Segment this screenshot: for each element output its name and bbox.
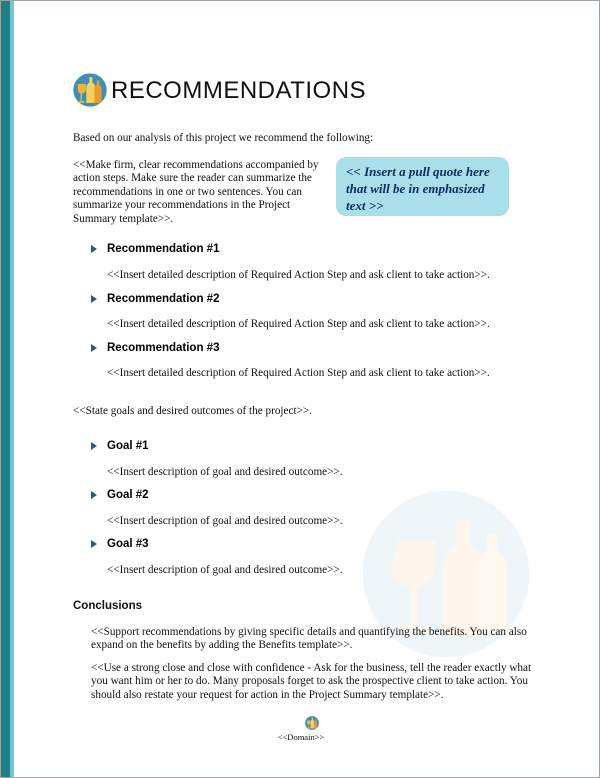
- recommendation-heading-2: [91, 293, 219, 305]
- conclusions-line: you want him or her to do. Many proposals forget to ask the prospective client to take action. You: [91, 675, 528, 688]
- instruction-line: <<Make firm, clear recommendations accompanied by: [73, 159, 319, 171]
- conclusions-line: <<Support recommendations by giving specific details and quantifying the benefits. You can also: [91, 626, 527, 638]
- pull-quote-box: [336, 157, 509, 216]
- goal-description-3: <<Insert description of goal and desired outcome>>.: [107, 564, 343, 576]
- recommendation-label: Recommendation #1: [107, 243, 220, 255]
- page-title: RECOMMENDATIONS: [111, 77, 367, 104]
- instruction-line: Summary template>>.: [73, 212, 174, 225]
- pull-quote-text: << Insert a pull quote here that will be in emphasized text >>: [346, 164, 490, 213]
- goals-intro: <<State goals and desired outcomes of the project>>.: [73, 405, 312, 417]
- recommendation-description-1: <<Insert detailed description of Required Action Step and ask client to take action>>.: [107, 269, 490, 281]
- footer-logo-icon: [305, 716, 319, 730]
- bullet-triangle-icon: [91, 295, 97, 303]
- goal-label: Goal #2: [107, 489, 149, 501]
- instruction-line: recommendations in one or two sentences. You can: [73, 185, 302, 198]
- conclusions-heading: Conclusions: [73, 600, 143, 612]
- bullet-triangle-icon: [91, 245, 97, 253]
- recommendation-label: Recommendation #2: [107, 293, 220, 305]
- conclusions-line: should also restate your request for action in the Project Summary template>>.: [91, 688, 444, 701]
- goal-label: Goal #1: [107, 440, 149, 452]
- instruction-line: summarize your recommendations in the Project: [73, 199, 291, 212]
- goal-heading-3: [91, 538, 149, 550]
- goal-heading-2: [91, 489, 149, 501]
- instruction-line: action steps. Make sure the reader can summarize the: [73, 172, 312, 185]
- conclusions-line: <<Use a strong close and close with confidence - Ask for the business, tell the reader exactly what: [91, 662, 532, 674]
- instruction-paragraph: [73, 159, 323, 226]
- left-accent-bar-light: [10, 1, 14, 778]
- recommendation-description-2: <<Insert detailed description of Required Action Step and ask client to take action>>.: [107, 318, 490, 330]
- goal-description-2: <<Insert description of goal and desired outcome>>.: [107, 515, 343, 527]
- bullet-triangle-icon: [91, 442, 97, 450]
- recommendation-heading-1: [91, 243, 219, 255]
- left-accent-bar-dark: [1, 1, 10, 778]
- goal-label: Goal #3: [107, 538, 149, 550]
- bullet-triangle-icon: [91, 491, 97, 499]
- goal-heading-1: [91, 440, 149, 452]
- bullet-triangle-icon: [91, 344, 97, 352]
- conclusions-line: expand on the benefits by adding the Benefits template>>.: [91, 639, 353, 652]
- bottles-glass-logo-icon: [73, 73, 107, 107]
- intro-text: Based on our analysis of this project we recommend the following:: [73, 132, 374, 144]
- conclusions-paragraph-2: [91, 662, 591, 702]
- footer-domain: <<Domain>>: [277, 732, 325, 742]
- goal-description-1: <<Insert description of goal and desired outcome>>.: [107, 466, 343, 478]
- recommendation-heading-3: [91, 342, 219, 354]
- bullet-triangle-icon: [91, 540, 97, 548]
- recommendation-label: Recommendation #3: [107, 342, 220, 354]
- recommendation-description-3: <<Insert detailed description of Required Action Step and ask client to take action>>.: [107, 367, 490, 379]
- conclusions-paragraph-1: [91, 626, 591, 653]
